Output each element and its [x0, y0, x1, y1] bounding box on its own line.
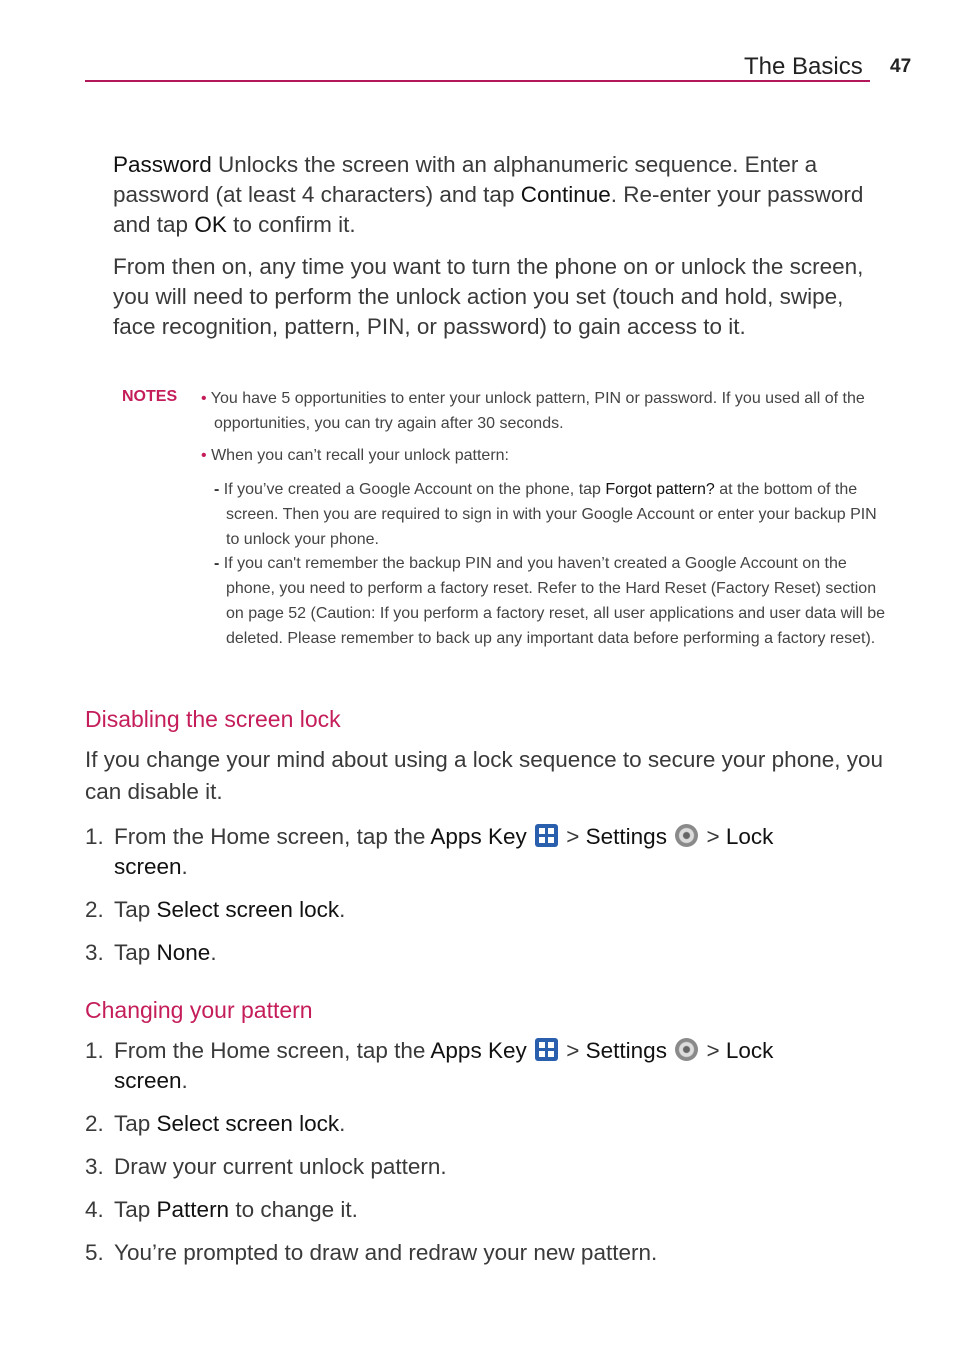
- step-text: Tap: [114, 897, 157, 922]
- password-paragraph: [113, 150, 873, 240]
- password-text-1: Unlocks the screen with an alphanumeric sequence. Enter a password (at least 4 characters) and tap: [113, 152, 818, 207]
- step-number: 4.: [85, 1197, 104, 1222]
- step-text: Tap: [114, 940, 157, 965]
- header-divider: [85, 80, 870, 82]
- note-dash: -: [214, 481, 220, 498]
- ok-term: OK: [194, 212, 227, 237]
- step-end: .: [339, 897, 346, 922]
- step-text: Tap: [114, 1111, 157, 1136]
- step-number: 2.: [85, 897, 104, 922]
- step-text: Draw your current unlock pattern.: [114, 1154, 447, 1179]
- disabling-step-3: [85, 938, 875, 968]
- apps-key-term: Apps Key: [430, 1038, 527, 1063]
- lock-term: Lock: [725, 1038, 774, 1063]
- separator: >: [559, 1038, 586, 1063]
- note-factory-reset-text: If you can't remember the backup PIN and you haven’t created a Google Account on the phone, you need to perform a factory reset. Refer to the Hard Reset (Factory Reset) section on page 52 (Caution: If you perform a factory reset, all user applications and user data will be deleted. Please remember to back up any important data before performing a factory reset).: [223, 555, 886, 647]
- step-number: 5.: [85, 1240, 104, 1265]
- pattern-term: Pattern: [156, 1197, 230, 1222]
- password-term: Password: [113, 152, 212, 177]
- screen-term: screen: [114, 1068, 182, 1093]
- step-text: From the Home screen, tap the: [114, 824, 431, 849]
- settings-term: Settings: [585, 824, 667, 849]
- apps-grid-icon: [535, 1038, 558, 1061]
- settings-term: Settings: [585, 1038, 667, 1063]
- note-forgot-text-c: at the bottom of the screen. Then you are required to sign in with your Google Account or enter your backup PIN to unlock your phone.: [226, 481, 877, 548]
- page-number: 47: [890, 56, 912, 77]
- note-dash: -: [214, 555, 220, 572]
- changing-step-3: [85, 1152, 875, 1182]
- step-number: 1.: [85, 1038, 104, 1063]
- password-text-2: . Re-enter your password and tap: [113, 182, 864, 237]
- step-end: to change it.: [229, 1197, 358, 1222]
- settings-gear-icon: [675, 1038, 698, 1061]
- step-number: 1.: [85, 824, 104, 849]
- note-bullet: •: [201, 390, 207, 407]
- separator: >: [700, 824, 726, 849]
- step-number: 3.: [85, 1154, 104, 1179]
- disabling-step-2: [85, 895, 875, 925]
- disabling-intro: If you change your mind about using a lock sequence to secure your phone, you can disable it.: [85, 747, 884, 804]
- apps-grid-icon: [535, 824, 558, 847]
- note-recall: [201, 443, 884, 468]
- disabling-step-1: [85, 822, 875, 882]
- none-term: None: [156, 940, 211, 965]
- step-text: Tap: [114, 1197, 157, 1222]
- changing-heading: Changing your pattern: [85, 997, 313, 1023]
- step-end: .: [339, 1111, 346, 1136]
- lock-term: Lock: [725, 824, 774, 849]
- section-header: The Basics: [744, 53, 863, 80]
- note-forgot-pattern: [214, 477, 886, 552]
- changing-step-2: [85, 1109, 875, 1139]
- select-screen-lock-term: Select screen lock: [156, 1111, 340, 1136]
- from-then-paragraph: From then on, any time you want to turn the phone on or unlock the screen, you will need to perform the unlock action you set (touch and hold, swipe, face recognition, pattern, PIN, or password) to gain access to it.: [113, 254, 864, 339]
- notes-label: NOTES: [122, 388, 178, 405]
- note-attempts-text: You have 5 opportunities to enter your unlock pattern, PIN or password. If you used all of the opportunities, you can try again after 30 seconds.: [210, 390, 865, 432]
- step-number: 3.: [85, 940, 104, 965]
- disabling-heading: Disabling the screen lock: [85, 706, 341, 732]
- changing-step-5: [85, 1238, 875, 1268]
- apps-key-term: Apps Key: [430, 824, 527, 849]
- note-bullet: •: [201, 447, 207, 464]
- note-attempts: [201, 386, 884, 436]
- step-text: You’re prompted to draw and redraw your new pattern.: [114, 1240, 658, 1265]
- password-text-3: to confirm it.: [226, 212, 356, 237]
- screen-term: screen: [114, 854, 182, 879]
- step-text: From the Home screen, tap the: [114, 1038, 431, 1063]
- note-forgot-text-a: If you’ve created a Google Account on the phone, tap: [223, 481, 606, 498]
- continue-term: Continue: [520, 182, 611, 207]
- changing-step-4: [85, 1195, 875, 1225]
- step-end: .: [210, 940, 217, 965]
- step-end: .: [181, 1068, 188, 1093]
- note-recall-text: When you can’t recall your unlock pattern:: [211, 447, 509, 464]
- step-number: 2.: [85, 1111, 104, 1136]
- note-factory-reset: [214, 551, 886, 651]
- settings-gear-icon: [675, 824, 698, 847]
- changing-step-1: [85, 1036, 875, 1096]
- separator: >: [700, 1038, 726, 1063]
- forgot-pattern-term: Forgot pattern?: [605, 481, 715, 498]
- separator: >: [559, 824, 586, 849]
- select-screen-lock-term: Select screen lock: [156, 897, 340, 922]
- step-end: .: [181, 854, 188, 879]
